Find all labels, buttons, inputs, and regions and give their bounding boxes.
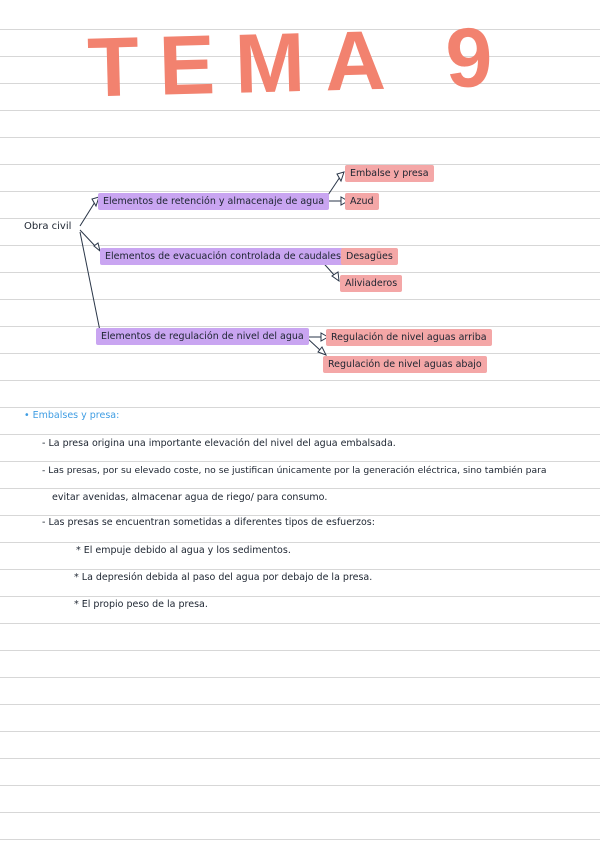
leaf-regulation-upstream: Regulación de nivel aguas arriba <box>326 329 492 346</box>
note-bullet: - Las presas se encuentran sometidas a diferentes tipos de esfuerzos: <box>42 517 375 528</box>
note-sub-bullet: * El empuje debido al agua y los sedimentos. <box>76 545 291 556</box>
concept-map-root: Obra civil <box>24 221 72 232</box>
leaf-aliviaderos: Aliviaderos <box>340 275 402 292</box>
connector-branch-3-child-2 <box>307 338 321 351</box>
notes-heading: • Embalses y presa: <box>24 410 120 421</box>
branch-controlled-evacuation: Elementos de evacuación controlada de caudales <box>100 248 346 265</box>
leaf-embalse-presa: Embalse y presa <box>345 165 434 182</box>
note-bullet: - La presa origina una importante elevación del nivel del agua embalsada. <box>42 438 396 449</box>
leaf-desagues: Desagües <box>341 248 398 265</box>
leaf-azud: Azud <box>345 193 379 210</box>
note-sub-bullet: * La depresión debida al paso del agua por debajo de la presa. <box>74 572 373 583</box>
note-bullet-continuation: evitar avenidas, almacenar agua de riego/ para consumo. <box>52 492 328 503</box>
connector-root-branch-1 <box>80 202 95 226</box>
leaf-regulation-downstream: Regulación de nivel aguas abajo <box>323 356 487 373</box>
note-bullet: - Las presas, por su elevado coste, no se justifican únicamente por la generación eléctrica, sino también para <box>42 465 547 476</box>
note-sub-bullet: * El propio peso de la presa. <box>74 599 208 610</box>
arrowhead-icon <box>318 347 326 355</box>
page-title: TEMA 9 <box>86 9 514 115</box>
branch-retention-storage: Elementos de retención y almacenaje de agua <box>98 193 329 210</box>
branch-level-regulation: Elementos de regulación de nivel del agua <box>96 328 309 345</box>
